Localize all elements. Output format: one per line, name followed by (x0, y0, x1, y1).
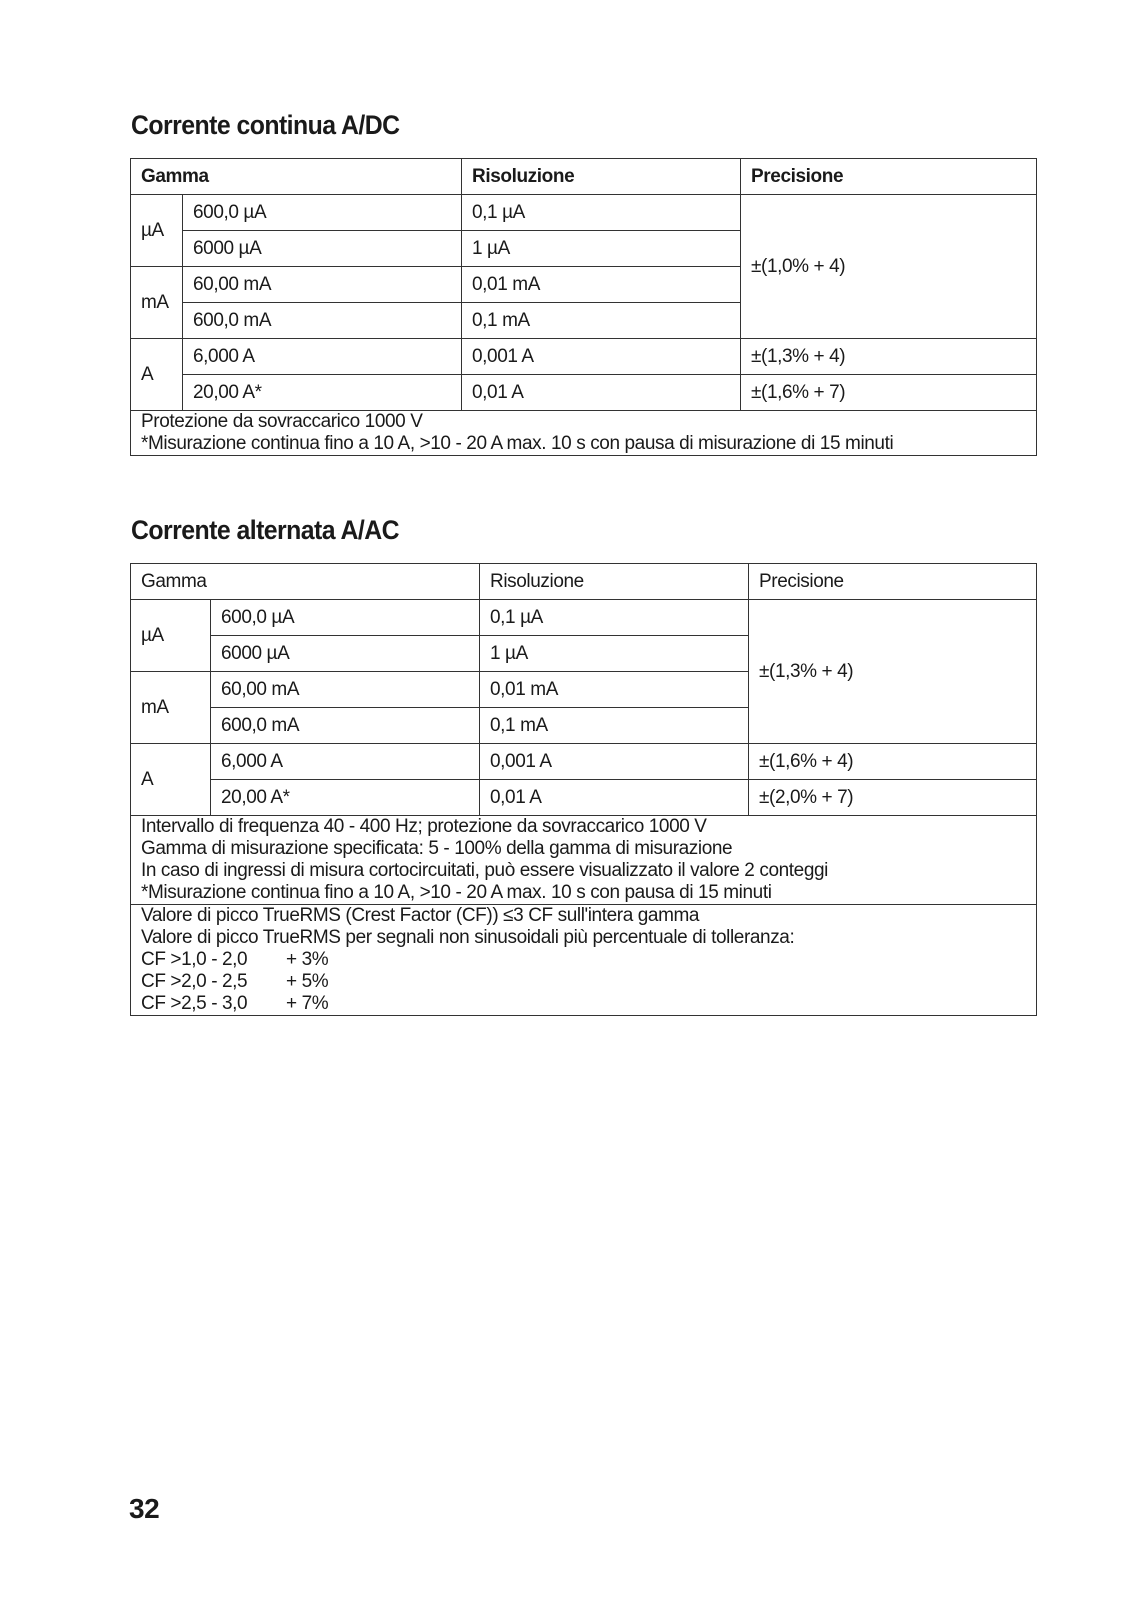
truerms-cell (131, 905, 1037, 1016)
resolution-cell: 1 µA (462, 231, 741, 267)
table-header-row (131, 159, 1037, 195)
header-resolution: Risoluzione (480, 564, 749, 600)
unit-cell: mA (131, 672, 211, 744)
accuracy-cell: ±(1,6% + 7) (741, 375, 1037, 411)
resolution-cell: 0,001 A (462, 339, 741, 375)
truerms-line: Valore di picco TrueRMS per segnali non sinusoidali più percentuale di tolleranza: (141, 927, 795, 948)
crest-factor-range: CF >1,0 - 2,0 (141, 949, 248, 970)
notes-row (131, 411, 1037, 456)
accuracy-cell-merged: ±(1,3% + 4) (749, 600, 1037, 744)
resolution-cell: 0,1 mA (462, 303, 741, 339)
range-cell: 6000 µA (183, 231, 462, 267)
range-cell: 600,0 mA (211, 708, 480, 744)
crest-factor-line (141, 949, 1036, 971)
range-cell: 600,0 µA (183, 195, 462, 231)
table-row (131, 600, 1037, 636)
range-cell: 6,000 A (183, 339, 462, 375)
page-number: 32 (129, 1493, 160, 1524)
note-line: In caso di ingressi di misura cortocircuitati, può essere visualizzato il valore 2 conteggi (141, 860, 828, 881)
note-line: Gamma di misurazione specificata: 5 - 100% della gamma di misurazione (141, 838, 733, 859)
note-line: Intervallo di frequenza 40 - 400 Hz; protezione da sovraccarico 1000 V (141, 816, 707, 837)
dc-current-table (130, 158, 1037, 456)
crest-factor-line (141, 993, 1036, 1015)
ac-current-table (130, 563, 1037, 1016)
table-row (131, 780, 1037, 816)
accuracy-cell: ±(1,3% + 4) (741, 339, 1037, 375)
accuracy-cell-merged: ±(1,0% + 4) (741, 195, 1037, 339)
crest-factor-line (141, 971, 1036, 993)
table-header-row (131, 564, 1037, 600)
unit-cell: A (131, 339, 183, 411)
note-line: *Misurazione continua fino a 10 A, >10 - 20 A max. 10 s con pausa di misurazione di 15 minuti (141, 433, 894, 454)
table-row (131, 375, 1037, 411)
notes-cell (131, 816, 1037, 905)
note-line: *Misurazione continua fino a 10 A, >10 - 20 A max. 10 s con pausa di 15 minuti (141, 882, 772, 903)
crest-factor-tolerance: + 7% (286, 993, 329, 1014)
range-cell: 60,00 mA (183, 267, 462, 303)
truerms-row (131, 905, 1037, 1016)
unit-cell: A (131, 744, 211, 816)
range-cell: 20,00 A* (183, 375, 462, 411)
crest-factor-range: CF >2,0 - 2,5 (141, 971, 248, 992)
section-title-ac: Corrente alternata A/AC (131, 515, 399, 545)
table-row (131, 744, 1037, 780)
resolution-cell: 0,01 A (480, 780, 749, 816)
header-range: Gamma (131, 159, 462, 195)
resolution-cell: 0,01 mA (480, 672, 749, 708)
resolution-cell: 0,01 A (462, 375, 741, 411)
range-cell: 600,0 µA (211, 600, 480, 636)
range-cell: 6000 µA (211, 636, 480, 672)
unit-cell: µA (131, 600, 211, 672)
range-cell: 6,000 A (211, 744, 480, 780)
resolution-cell: 0,1 µA (480, 600, 749, 636)
crest-factor-range: CF >2,5 - 3,0 (141, 993, 248, 1014)
resolution-cell: 1 µA (480, 636, 749, 672)
notes-row (131, 816, 1037, 905)
range-cell: 20,00 A* (211, 780, 480, 816)
notes-cell (131, 411, 1037, 456)
section-title-dc: Corrente continua A/DC (131, 110, 400, 140)
unit-cell: mA (131, 267, 183, 339)
truerms-line: Valore di picco TrueRMS (Crest Factor (CF)) ≤3 CF sull'intera gamma (141, 905, 700, 926)
accuracy-cell: ±(1,6% + 4) (749, 744, 1037, 780)
header-range: Gamma (131, 564, 480, 600)
resolution-cell: 0,1 mA (480, 708, 749, 744)
header-accuracy: Precisione (749, 564, 1037, 600)
crest-factor-tolerance: + 3% (286, 949, 329, 970)
table-row (131, 195, 1037, 231)
crest-factor-tolerance: + 5% (286, 971, 329, 992)
range-cell: 600,0 mA (183, 303, 462, 339)
table-row (131, 339, 1037, 375)
accuracy-cell: ±(2,0% + 7) (749, 780, 1037, 816)
header-accuracy: Precisione (741, 159, 1037, 195)
range-cell: 60,00 mA (211, 672, 480, 708)
resolution-cell: 0,001 A (480, 744, 749, 780)
unit-cell: µA (131, 195, 183, 267)
resolution-cell: 0,1 µA (462, 195, 741, 231)
note-line: Protezione da sovraccarico 1000 V (141, 411, 423, 432)
resolution-cell: 0,01 mA (462, 267, 741, 303)
header-resolution: Risoluzione (462, 159, 741, 195)
